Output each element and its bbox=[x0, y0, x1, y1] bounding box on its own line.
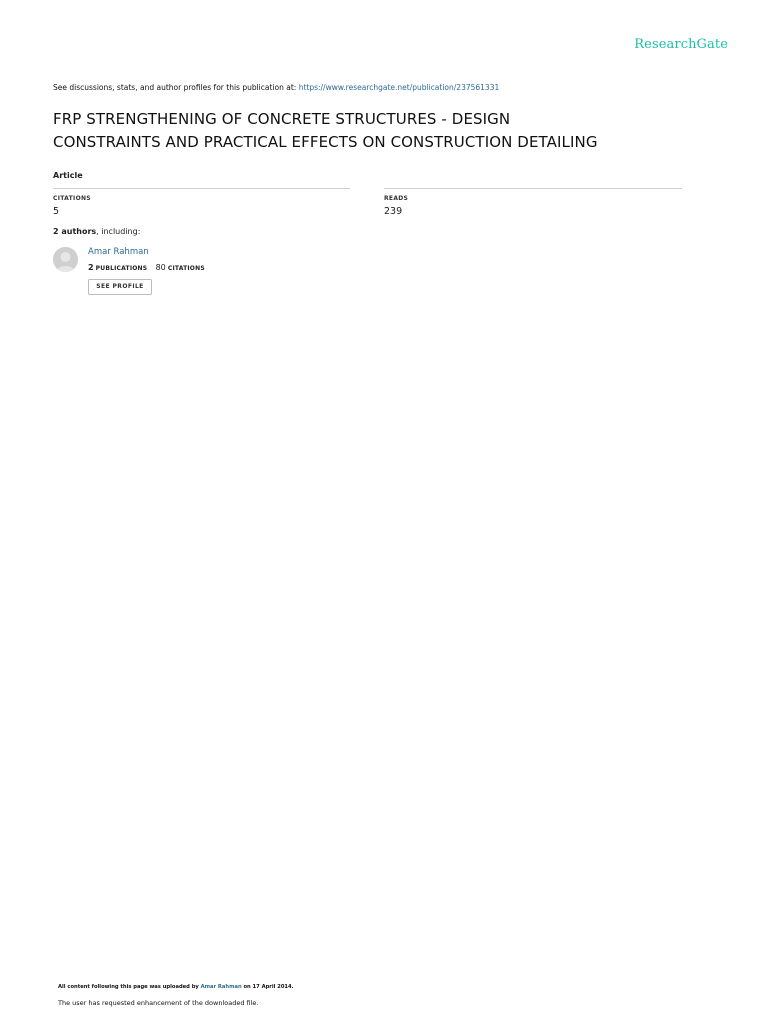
author-stats bbox=[88, 263, 205, 272]
publication-title bbox=[53, 108, 713, 154]
authors-count: 2 authors bbox=[53, 227, 97, 236]
title-line-1: FRP STRENGTHENING OF CONCRETE STRUCTURES - DESIGN bbox=[53, 110, 511, 128]
discussion-line bbox=[53, 83, 499, 92]
researchgate-logo[interactable]: ResearchGate bbox=[634, 37, 728, 52]
authors-summary bbox=[53, 227, 140, 236]
publication-type: Article bbox=[53, 171, 83, 180]
citations-divider bbox=[53, 188, 350, 189]
person-silhouette-icon bbox=[53, 247, 78, 272]
publication-url-link[interactable]: https://www.researchgate.net/publication/237561331 bbox=[298, 83, 500, 92]
see-profile-button[interactable]: SEE PROFILE bbox=[88, 279, 152, 295]
authors-suffix: , including: bbox=[96, 227, 141, 236]
author-name-link[interactable]: Amar Rahman bbox=[88, 247, 149, 257]
upload-note-suffix: on 17 April 2014. bbox=[241, 984, 294, 990]
discussion-prefix: See discussions, stats, and author profiles for this publication at: bbox=[53, 83, 299, 92]
author-citations-count: 80 bbox=[155, 263, 166, 272]
reads-count: 239 bbox=[384, 206, 403, 217]
upload-note bbox=[58, 984, 294, 990]
uploader-link[interactable]: Amar Rahman bbox=[200, 984, 242, 990]
author-avatar[interactable] bbox=[53, 247, 78, 272]
author-citations-label: CITATIONS bbox=[167, 265, 205, 272]
author-publications-label: PUBLICATIONS bbox=[95, 265, 148, 272]
author-publications-count: 2 bbox=[88, 263, 94, 272]
title-line-2: CONSTRAINTS AND PRACTICAL EFFECTS ON CONSTRUCTION DETAILING bbox=[53, 133, 598, 151]
reads-divider bbox=[384, 188, 682, 189]
citations-count: 5 bbox=[53, 206, 60, 217]
citations-label: CITATIONS bbox=[53, 195, 91, 202]
enhancement-notice: The user has requested enhancement of the downloaded file. bbox=[58, 999, 259, 1007]
reads-label: READS bbox=[384, 195, 409, 202]
upload-note-prefix: All content following this page was uploaded by bbox=[58, 984, 201, 990]
